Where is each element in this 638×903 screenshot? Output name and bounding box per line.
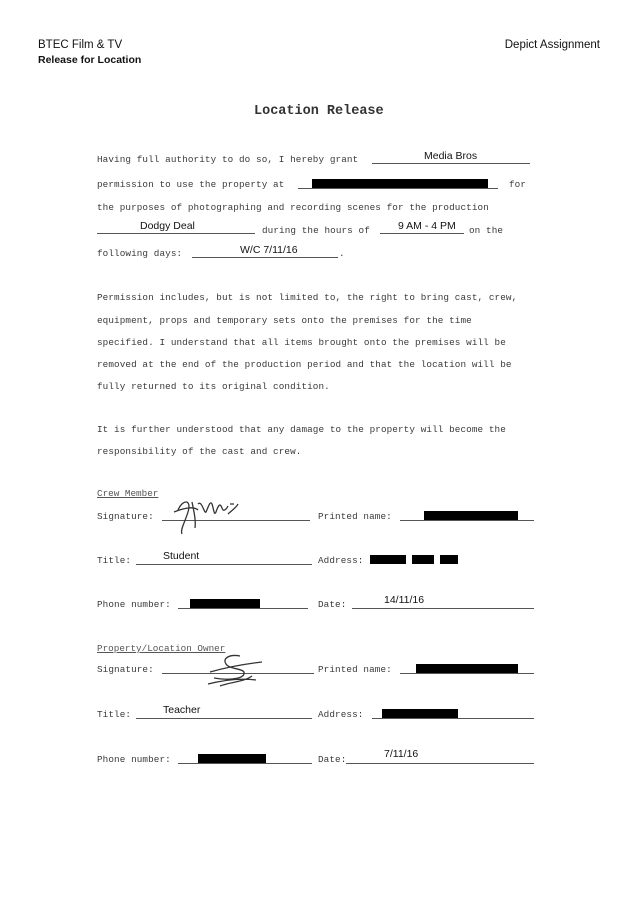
crew-title-underline (136, 564, 312, 565)
crew-signature-label: Signature: (97, 511, 154, 522)
crew-date-underline (352, 608, 534, 609)
property-underline (298, 188, 498, 189)
para3-line2: responsibility of the cast and crew. (97, 446, 302, 457)
crew-date-value: 14/11/16 (384, 594, 425, 606)
production-value: Dodgy Deal (140, 220, 195, 232)
page-header-subtitle: Release for Location (38, 54, 142, 66)
days-underline (192, 257, 338, 258)
crew-title-value: Student (163, 550, 200, 562)
owner-title-value: Teacher (163, 704, 201, 716)
crew-date-label: Date: (318, 599, 347, 610)
para1-line2-end: for (509, 179, 527, 190)
para1-line5-end: . (339, 248, 345, 259)
para1-line2: permission to use the property at (97, 179, 285, 190)
owner-address-underline (372, 718, 534, 719)
redacted-crew-address-3 (440, 555, 458, 564)
crew-printed-name-label: Printed name: (318, 511, 392, 522)
crew-title-label: Title: (97, 555, 132, 566)
hours-value: 9 AM - 4 PM (398, 220, 456, 232)
para2-line3: specified. I understand that all items brought onto the premises will be (97, 337, 506, 348)
redacted-crew-address-1 (370, 555, 406, 564)
form-title: Location Release (254, 104, 384, 119)
para3-line1: It is further understood that any damage to the property will become the (97, 424, 506, 435)
redacted-crew-name (424, 511, 518, 520)
para2-line2: equipment, props and temporary sets onto the premises for the time (97, 315, 472, 326)
owner-date-underline (346, 763, 534, 764)
para1-line4-end: on the (469, 225, 504, 236)
para2-line1: Permission includes, but is not limited to, the right to bring cast, crew, (97, 292, 518, 303)
crew-phone-label: Phone number: (97, 599, 171, 610)
page-header-left: BTEC Film & TV (38, 39, 123, 51)
page-header-right: Depict Assignment (504, 39, 600, 51)
owner-printed-name-label: Printed name: (318, 664, 392, 675)
para2-line4: removed at the end of the production period and that the location will be (97, 359, 512, 370)
redacted-owner-phone (198, 754, 266, 763)
hours-underline (380, 233, 464, 234)
para1-line4-mid: during the hours of (262, 225, 370, 236)
owner-phone-label: Phone number: (97, 754, 171, 765)
redacted-crew-phone (190, 599, 260, 608)
owner-title-underline (136, 718, 312, 719)
para1-line3: the purposes of photographing and recording scenes for the production (97, 202, 489, 213)
owner-signature-image (200, 650, 270, 690)
grantee-underline (372, 163, 530, 164)
para2-line5: fully returned to its original condition. (97, 381, 330, 392)
crew-signature-image (168, 490, 248, 536)
owner-printed-name-underline (400, 673, 534, 674)
owner-phone-underline (178, 763, 312, 764)
grantee-value: Media Bros (424, 150, 478, 162)
para1-line1: Having full authority to do so, I hereby grant (97, 154, 359, 165)
redacted-owner-address (382, 709, 458, 718)
crew-printed-name-underline (400, 520, 534, 521)
redacted-property-address (312, 179, 488, 188)
owner-section-label: Property/Location Owner (97, 643, 226, 654)
owner-address-label: Address: (318, 709, 364, 720)
redacted-owner-name (416, 664, 518, 673)
owner-date-value: 7/11/16 (384, 748, 419, 760)
crew-address-label: Address: (318, 555, 364, 566)
crew-phone-underline (178, 608, 308, 609)
production-underline (97, 233, 255, 234)
owner-date-label: Date: (318, 754, 347, 765)
crew-section-label: Crew Member (97, 488, 159, 499)
owner-title-label: Title: (97, 709, 132, 720)
owner-signature-label: Signature: (97, 664, 154, 675)
para1-line5: following days: (97, 248, 183, 259)
redacted-crew-address-2 (412, 555, 434, 564)
days-value: W/C 7/11/16 (240, 244, 298, 256)
